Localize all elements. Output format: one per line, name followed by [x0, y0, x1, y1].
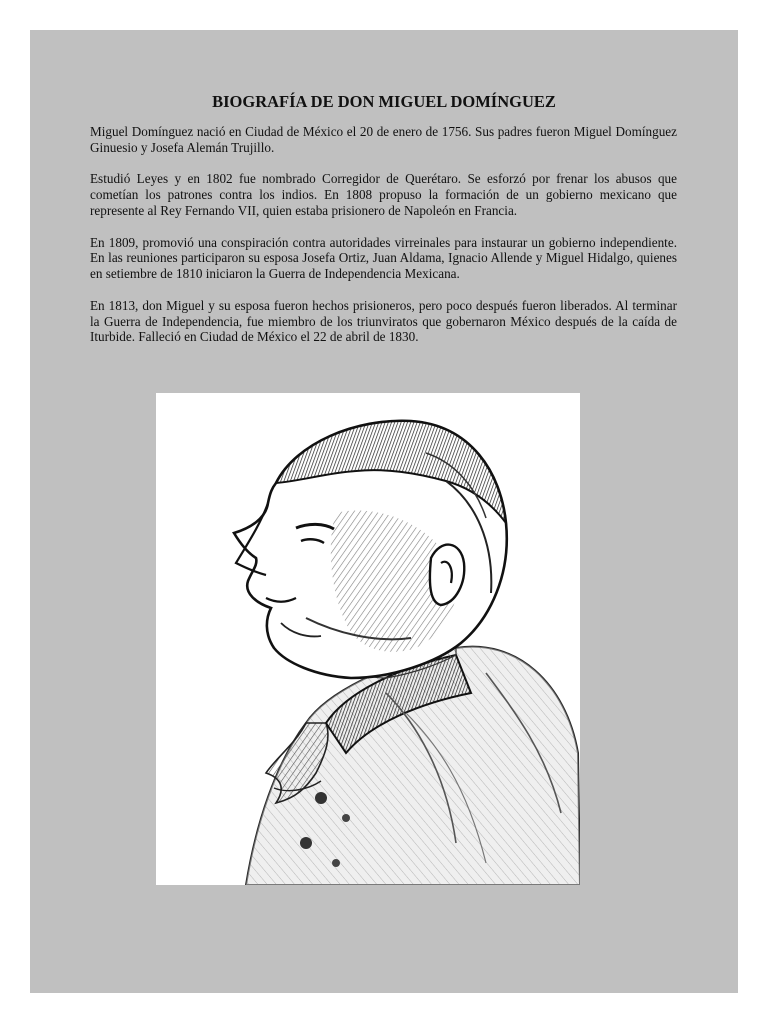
portrait-sketch-icon — [156, 393, 580, 885]
portrait-image — [156, 393, 580, 885]
paragraph-studies: Estudió Leyes y en 1802 fue nombrado Corregidor de Querétaro. Se esforzó por frenar los abusos que cometían los patrones contra los indios. En 1808 propuso la formación de un gobierno mexicano que represente al Rey Fernando VII, quien estaba prisionero de Napoleón en Francia. — [90, 171, 677, 218]
page-title: BIOGRAFÍA DE DON MIGUEL DOMÍNGUEZ — [212, 92, 556, 111]
document-page — [30, 30, 738, 993]
paragraph-conspiracy: En 1809, promovió una conspiración contra autoridades virreinales para instaurar un gobierno independiente. En las reuniones participaron su esposa Josefa Ortiz, Juan Aldama, Ignacio Allende y Miguel Hidalgo, quienes en setiembre de 1810 iniciaron la Guerra de Independencia Mexicana. — [90, 234, 677, 282]
biography-text — [90, 124, 677, 361]
paragraph-birth: Miguel Domínguez nació en Ciudad de México el 20 de enero de 1756. Sus padres fueron Miguel Domínguez Ginuesio y Josefa Alemán Trujillo. — [90, 124, 677, 155]
paragraph-later-life: En 1813, don Miguel y su esposa fueron hechos prisioneros, pero poco después fueron liberados. Al terminar la Guerra de Independencia, fue miembro de los triunviratos que gobernaron México después de la caída de Iturbide. Falleció en Ciudad de México el 22 de abril de 1830. — [90, 297, 677, 345]
